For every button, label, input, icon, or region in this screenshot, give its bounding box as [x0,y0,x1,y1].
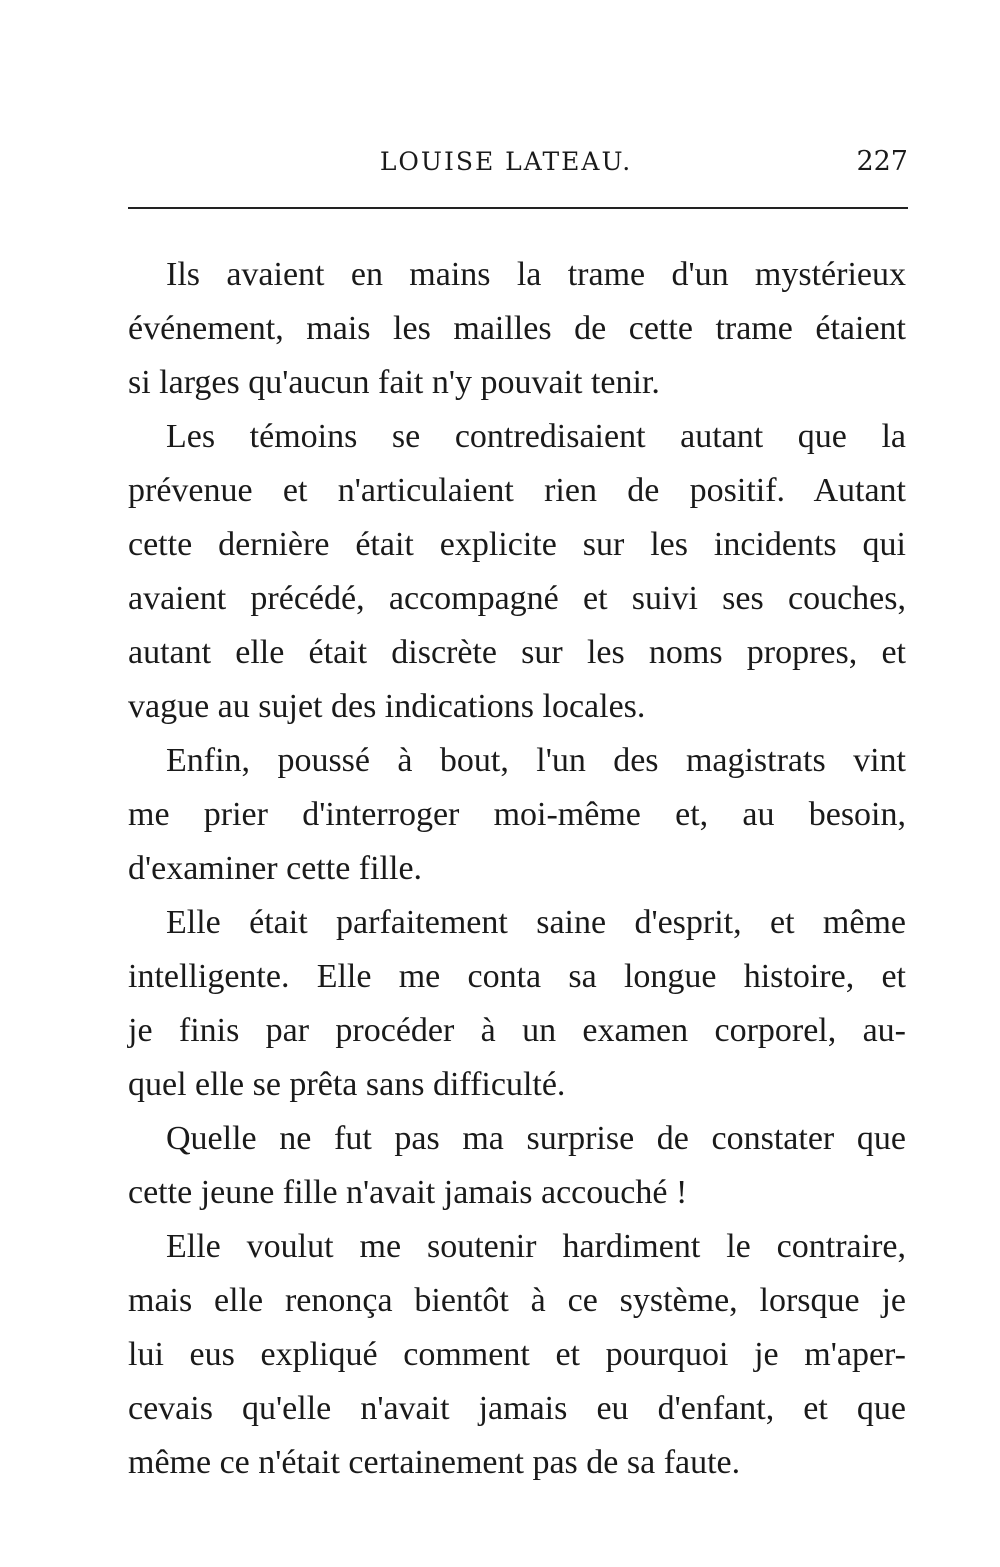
text-line: Les témoins se contredisaient autant que la [166,418,906,455]
text-line: intelligente. Elle me conta sa longue histoire, et [128,958,906,995]
text-line: si larges qu'aucun fait n'y pouvait tenir. [128,364,660,401]
text-line: cette dernière était explicite sur les incidents qui [128,526,906,563]
body-text [128,248,906,1490]
text-line: avaient précédé, accompagné et suivi ses couches, [128,580,906,617]
text-line: vague au sujet des indications locales. [128,688,646,725]
text-line: me prier d'interroger moi-même et, au besoin, [128,796,906,833]
paragraph-2 [128,410,906,734]
text-line: Ils avaient en mains la trame d'un mystérieux [166,256,906,293]
text-line: d'examiner cette fille. [128,850,423,887]
running-head [128,142,908,182]
text-line: prévenue et n'articulaient rien de positif. Autant [128,472,906,509]
text-line: cette jeune fille n'avait jamais accouché ! [128,1174,688,1211]
text-line: Enfin, poussé à bout, l'un des magistrats vint [166,742,906,779]
text-line: je finis par procéder à un examen corporel, au- [128,1012,906,1049]
text-line: événement, mais les mailles de cette trame étaient [128,310,906,347]
text-line: lui eus expliqué comment et pourquoi je m'aper- [128,1336,906,1373]
text-line: Elle était parfaitement saine d'esprit, et même [166,904,906,941]
running-title: LOUISE LATEAU. [379,147,633,176]
text-line: Elle voulut me soutenir hardiment le contraire, [166,1228,906,1265]
paragraph-5 [128,1112,906,1220]
text-line: mais elle renonça bientôt à ce système, lorsque je [128,1282,906,1319]
text-line: cevais qu'elle n'avait jamais eu d'enfant, et que [128,1390,906,1427]
text-line: Quelle ne fut pas ma surprise de constater que [166,1120,906,1157]
paragraph-1 [128,248,906,410]
header-rule [128,207,908,209]
paragraph-4 [128,896,906,1112]
paragraph-6 [128,1220,906,1490]
text-line: même ce n'était certainement pas de sa faute. [128,1444,741,1481]
page-number: 227 [856,146,908,177]
text-line: autant elle était discrète sur les noms propres, et [128,634,906,671]
paragraph-3 [128,734,906,896]
text-line: quel elle se prêta sans difficulté. [128,1066,566,1103]
